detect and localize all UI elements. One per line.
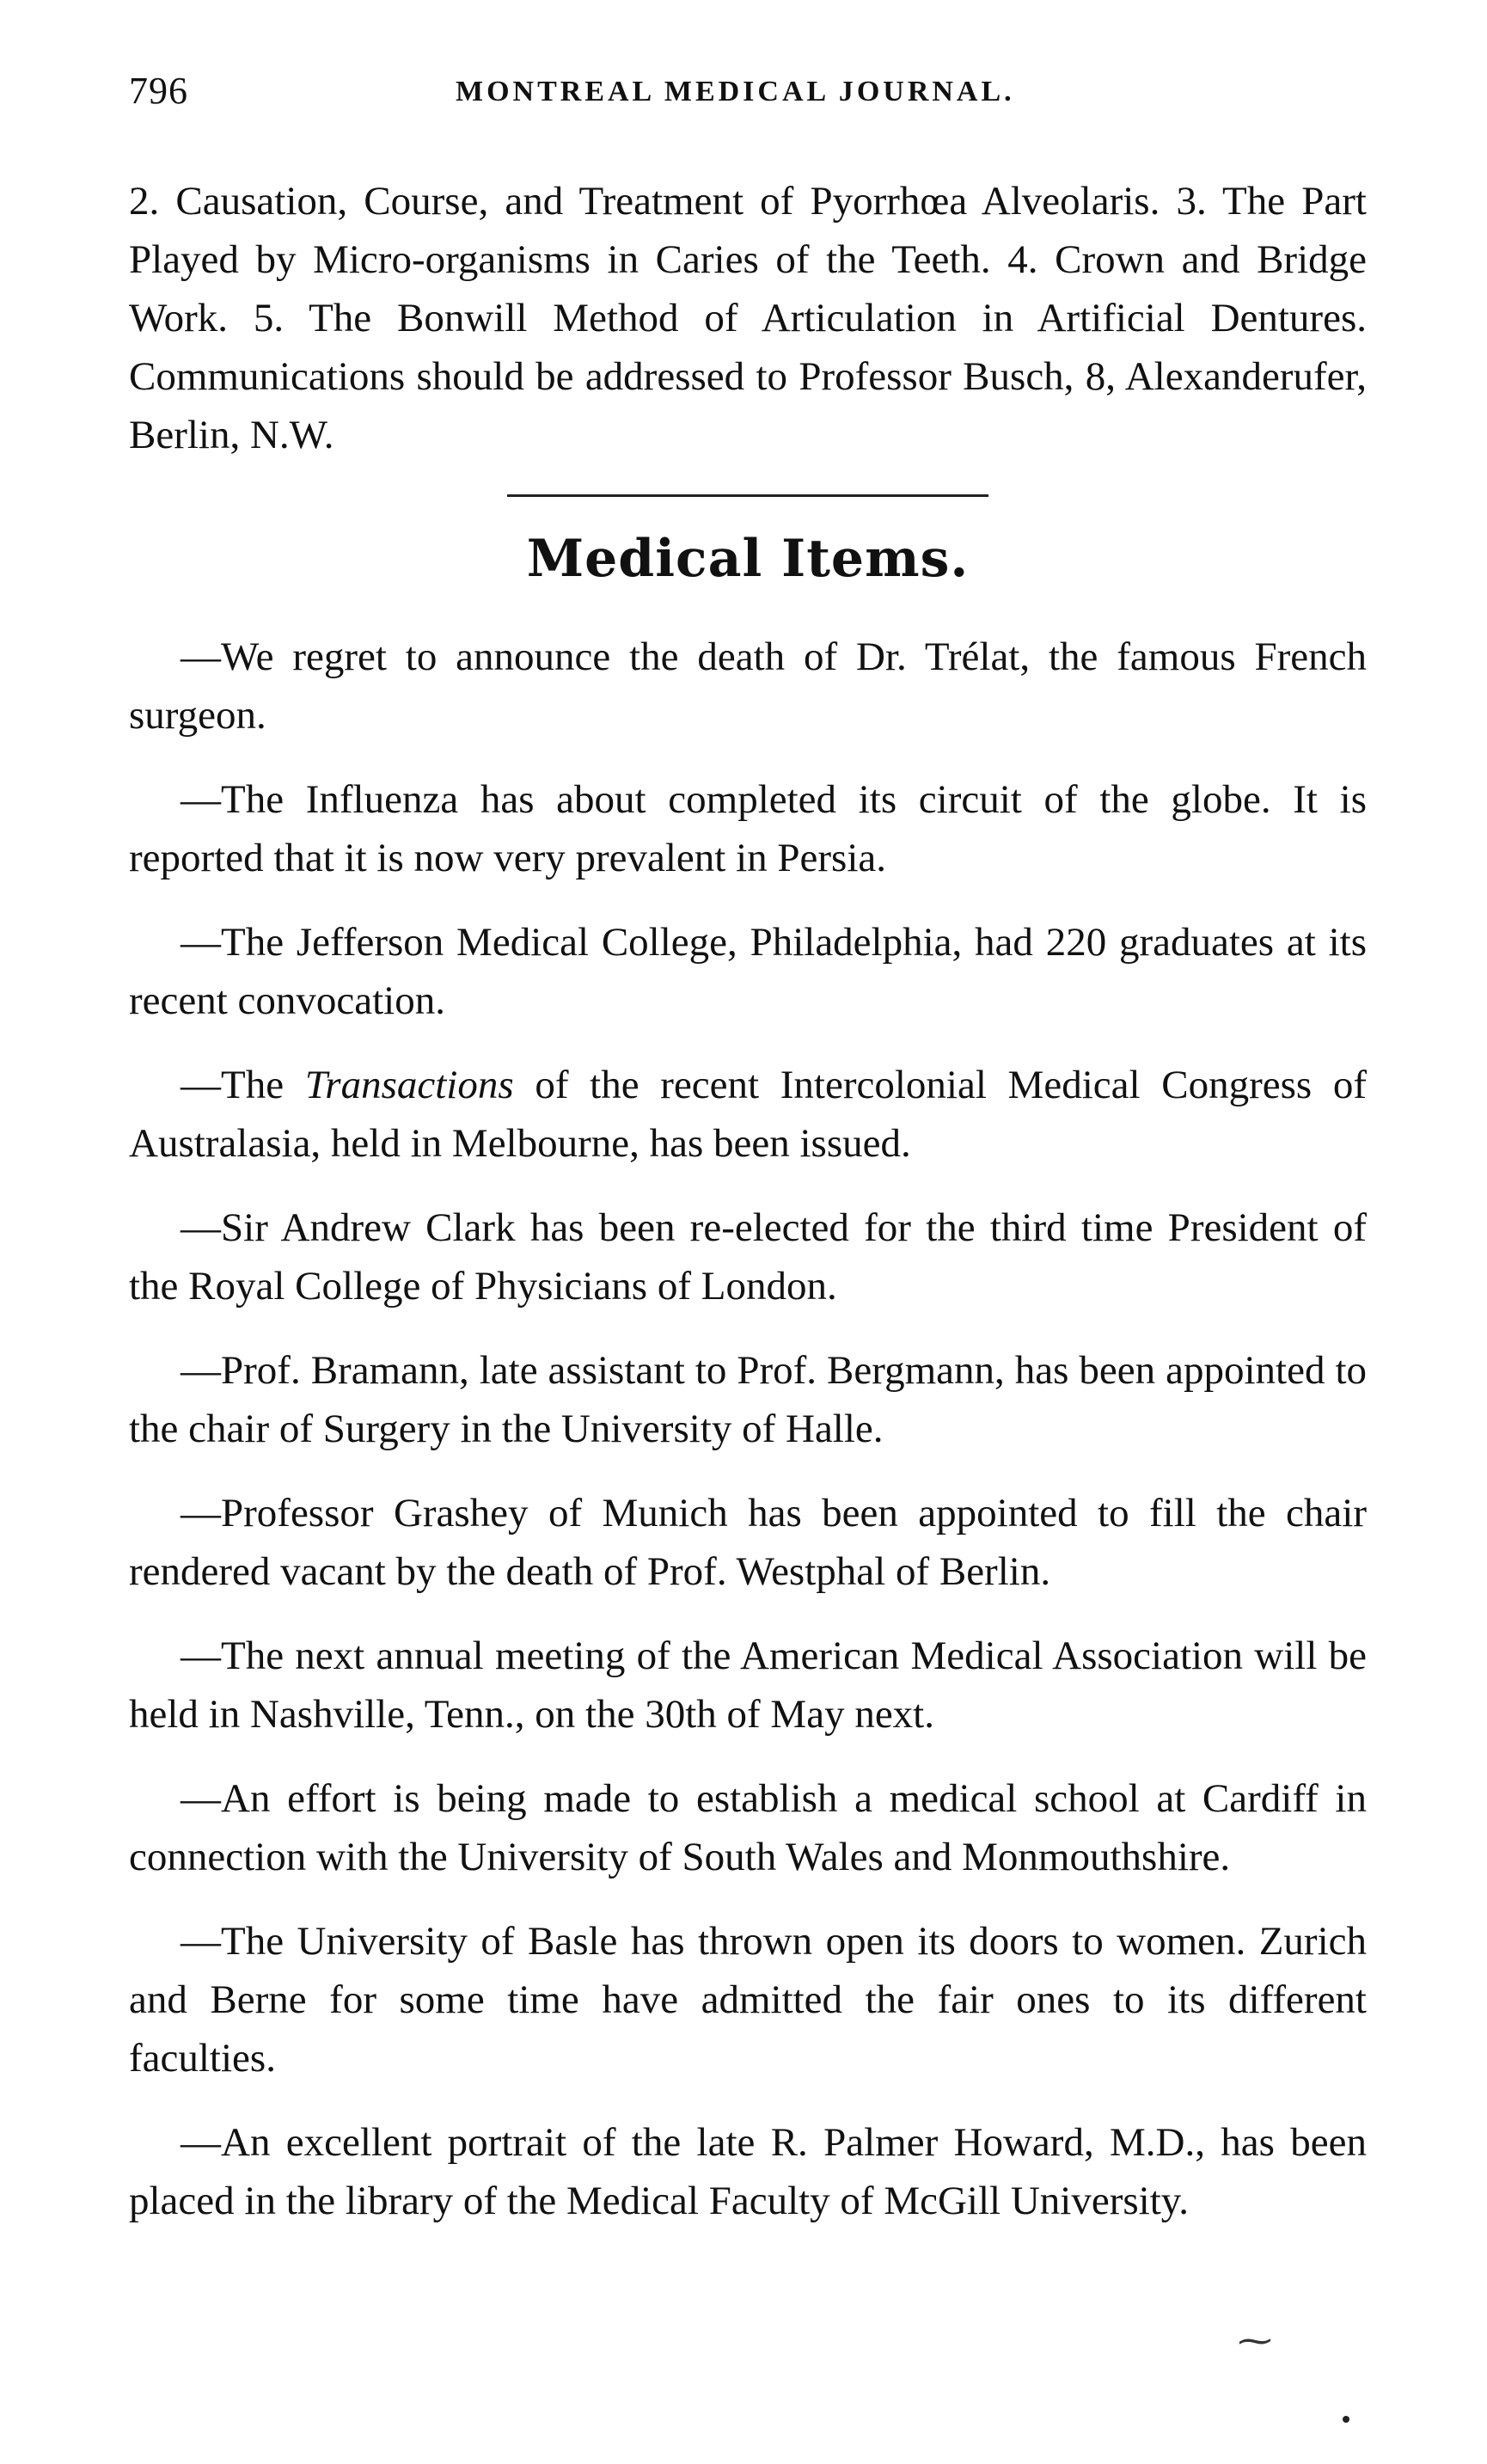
news-item-basle: —The University of Basle has thrown open its doors to women. Zurich and Berne for some time have admitted the fair ones to its different faculties.	[129, 1919, 1367, 2081]
news-item-ama-meeting: —The next annual meeting of the American Medical Association will be held in Nashville, Tenn., on the 30th of May next.	[129, 1633, 1367, 1737]
page-number: 796	[129, 70, 188, 112]
transactions-after: of the recent Intercolonial Medical Congress of Australasia, held in Melbourne, has been issued.	[129, 1063, 1368, 1166]
news-item-cardiff: —An effort is being made to establish a medical school at Cardiff in connection with the University of South Wales and Monmouthshire.	[129, 1776, 1367, 1879]
section-divider	[507, 494, 988, 497]
news-item-grashey: —Professor Grashey of Munich has been appointed to fill the chair rendered vacant by the death of Prof. Westphal of Berlin.	[129, 1491, 1367, 1594]
transactions-italic: Transactions	[304, 1063, 514, 1107]
printer-ornament: ⁓	[1238, 2321, 1272, 2361]
news-item-clark: —Sir Andrew Clark has been re-elected for the third time President of the Royal College of Physicians of London.	[129, 1205, 1367, 1309]
news-item-portrait: —An excellent portrait of the late R. Palmer Howard, M.D., has been placed in the library of the Medical Faculty of McGill University.	[129, 2120, 1367, 2223]
news-item-influenza: —The Influenza has about completed its circuit of the globe. It is reported that it is now very prevalent in Persia.	[129, 777, 1367, 880]
transactions-before: —The	[181, 1063, 305, 1107]
section-heading: Medical Items.	[526, 529, 970, 589]
news-item-jefferson: —The Jefferson Medical College, Philadelphia, had 220 graduates at its recent convocation.	[129, 920, 1367, 1023]
intro-paragraph: 2. Causation, Course, and Treatment of Pyorrhœa Alveolaris. 3. The Part Played by Micro-organisms in Caries of the Teeth. 4. Crown and Bridge Work. 5. The Bonwill Method of Articulation in Artificial Dentures. Communications should be addressed to Professor Busch, 8, Alexanderufer, Berlin, N.W.	[129, 179, 1367, 457]
news-item-trelat: —We regret to announce the death of Dr. Trélat, the famous French surgeon.	[129, 634, 1367, 738]
journal-title: MONTREAL MEDICAL JOURNAL.	[456, 76, 1015, 107]
news-item-bramann: —Prof. Bramann, late assistant to Prof. Bergmann, has been appointed to the chair of Surgery in the University of Halle.	[129, 1348, 1367, 1451]
printer-dot	[1343, 2416, 1349, 2423]
running-head	[129, 69, 1367, 120]
medical-items-list	[129, 628, 1367, 2256]
news-item-transactions	[129, 1056, 1367, 1173]
